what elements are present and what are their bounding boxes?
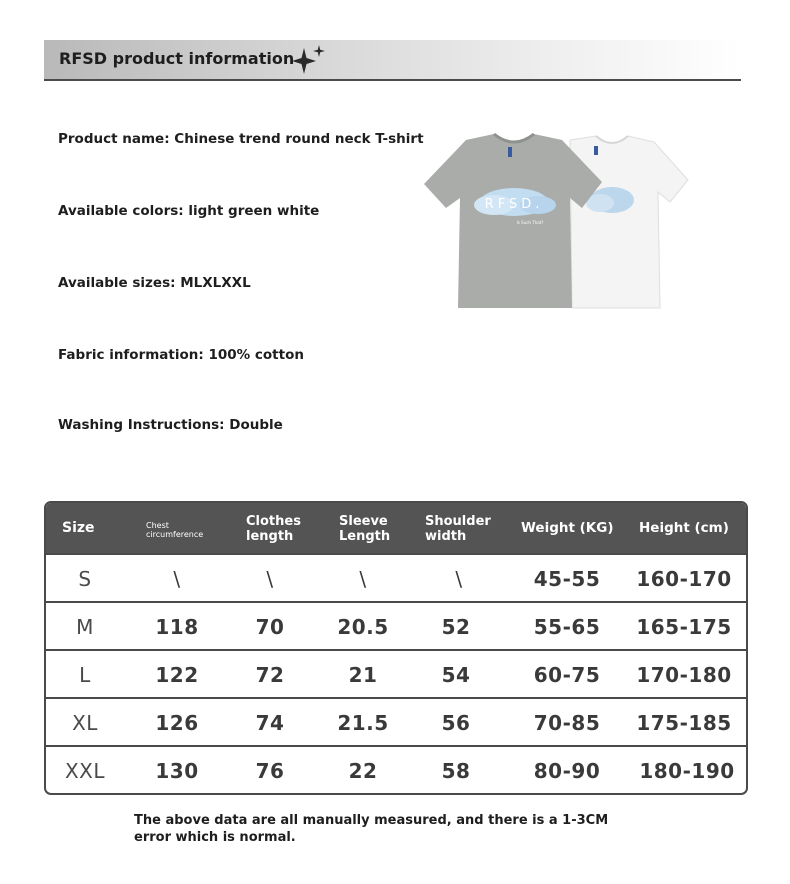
measurement-note: The above data are all manually measured, and there is a 1-3CM error which is normal. xyxy=(134,813,609,845)
table-row-xxl xyxy=(46,745,746,795)
cell-sleeve: 22 xyxy=(348,759,378,783)
cell-size: XXL xyxy=(64,759,106,783)
header-chest: Chest circumference xyxy=(146,521,204,540)
fabric-information: Fabric information: 100% cotton xyxy=(58,347,304,363)
cell-chest: 126 xyxy=(155,711,199,735)
washing-instructions: Washing Instructions: Double xyxy=(58,417,283,433)
shirt-print-text: RFSD. xyxy=(484,197,544,212)
cell-length: 72 xyxy=(255,663,285,687)
table-row-s xyxy=(46,553,746,603)
cell-height: 160-170 xyxy=(636,567,732,591)
cell-shoulder: \ xyxy=(455,567,463,591)
cell-weight: 70-85 xyxy=(533,711,601,735)
sparkle-icon xyxy=(290,44,328,76)
cell-shoulder: 58 xyxy=(441,759,471,783)
cell-height: 170-180 xyxy=(636,663,732,687)
header-height: Height (cm) xyxy=(639,520,729,536)
cell-weight: 60-75 xyxy=(533,663,601,687)
cell-length: 74 xyxy=(255,711,285,735)
table-row-l xyxy=(46,649,746,699)
cell-chest: 130 xyxy=(155,759,199,783)
cell-sleeve: \ xyxy=(359,567,367,591)
cell-weight: 45-55 xyxy=(533,567,601,591)
cell-length: \ xyxy=(266,567,274,591)
cell-shoulder: 52 xyxy=(441,615,471,639)
cell-length: 70 xyxy=(255,615,285,639)
cell-shoulder: 54 xyxy=(441,663,471,687)
cell-chest: \ xyxy=(173,567,181,591)
available-sizes: Available sizes: MLXLXXL xyxy=(58,275,251,291)
product-image xyxy=(420,132,690,314)
header-weight: Weight (KG) xyxy=(521,520,614,536)
size-table xyxy=(44,501,748,795)
cell-weight: 55-65 xyxy=(533,615,601,639)
header-size: Size xyxy=(62,520,95,536)
cell-size: M xyxy=(76,615,94,639)
cell-size: L xyxy=(79,663,91,687)
table-row-m xyxy=(46,601,746,651)
header-clothes-length: Clothes length xyxy=(246,514,301,544)
header-shoulder-width: Shoulder width xyxy=(425,514,491,544)
cell-sleeve: 21.5 xyxy=(337,711,389,735)
cell-weight: 80-90 xyxy=(533,759,601,783)
table-header xyxy=(46,503,746,553)
cell-shoulder: 56 xyxy=(441,711,471,735)
cell-length: 76 xyxy=(255,759,285,783)
cell-sleeve: 21 xyxy=(348,663,378,687)
table-row-xl xyxy=(46,697,746,747)
cell-sleeve: 20.5 xyxy=(337,615,389,639)
cell-height: 175-185 xyxy=(636,711,732,735)
header-sleeve-length: Sleeve Length xyxy=(339,514,391,544)
cell-height: 165-175 xyxy=(636,615,732,639)
header-banner xyxy=(44,40,741,81)
white-tshirt xyxy=(570,136,688,308)
shirt-print-subtext: Is Such That? xyxy=(516,220,544,225)
cell-chest: 122 xyxy=(155,663,199,687)
cell-height: 180-190 xyxy=(639,759,735,783)
cell-size: S xyxy=(78,567,92,591)
available-colors: Available colors: light green white xyxy=(58,203,320,219)
cell-chest: 118 xyxy=(155,615,199,639)
product-name: Product name: Chinese trend round neck T-shirt xyxy=(58,131,424,147)
page-title: RFSD product information xyxy=(59,49,295,68)
cell-size: XL xyxy=(72,711,98,735)
